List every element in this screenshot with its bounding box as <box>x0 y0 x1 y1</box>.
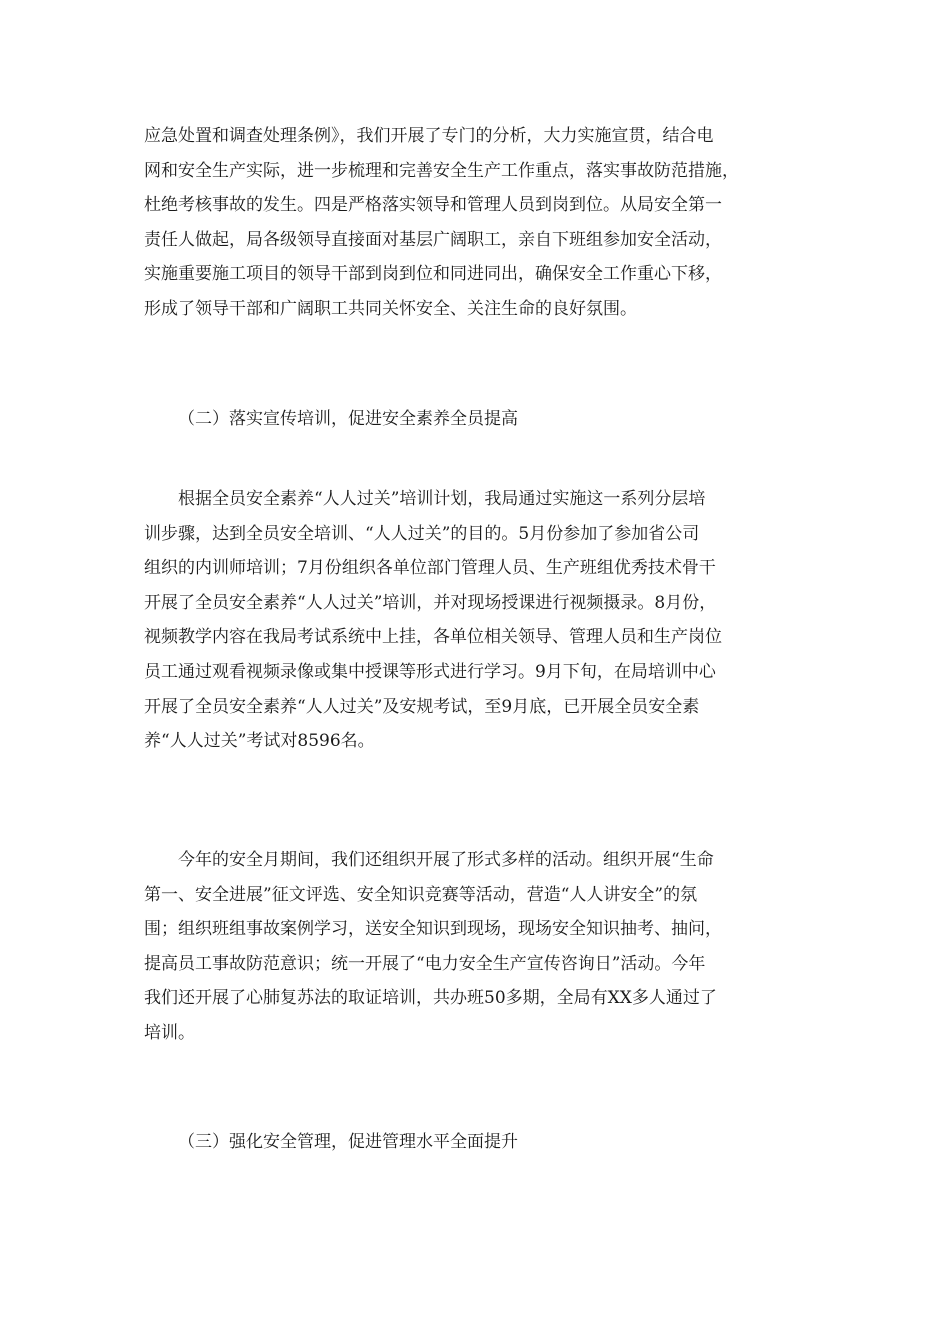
paragraph-line: 视频教学内容在我局考试系统中上挂，各单位相关领导、管理人员和生产岗位 <box>144 627 722 648</box>
paragraph-2 <box>144 482 810 759</box>
paragraph-line: 实施重要施工项目的领导干部到岗到位和同进同出，确保安全工作重心下移， <box>144 264 722 285</box>
paragraph-line: 提高员工事故防范意识；统一开展了“电力安全生产宣传咨询日”活动。今年 <box>144 953 706 974</box>
section-heading-3: （三）强化安全管理，促进管理水平全面提升 <box>178 1132 518 1152</box>
section-heading-2: （二）落实宣传培训，促进安全素养全员提高 <box>178 409 518 429</box>
paragraph-line: 形成了领导干部和广阔职工共同关怀安全、关注生命的良好氛围。 <box>144 298 637 319</box>
paragraph-line: 应急处置和调查处理条例》，我们开展了专门的分析，大力实施宣贯，结合电 <box>144 126 714 146</box>
paragraph-line: 责任人做起，局各级领导直接面对基层广阔职工，亲自下班组参加安全活动， <box>144 229 722 250</box>
paragraph-line: 围；组织班组事故案例学习，送安全知识到现场，现场安全知识抽考、抽问， <box>144 919 722 940</box>
paragraph-line: 今年的安全月期间，我们还组织开展了形式多样的活动。组织开展“生命 <box>144 850 714 870</box>
paragraph-line: 根据全员安全素养“人人过关”培训计划，我局通过实施这一系列分层培 <box>144 489 706 509</box>
paragraph-line: 开展了全员安全素养“人人过关”培训，并对现场授课进行视频摄录。8月份， <box>144 592 717 613</box>
paragraph-line: 训步骤，达到全员安全培训、“人人过关”的目的。5月份参加了参加省公司 <box>144 523 700 544</box>
paragraph-line: 开展了全员安全素养“人人过关”及安规考试，至9月底，已开展全员安全素 <box>144 696 700 717</box>
paragraph-1 <box>144 119 810 327</box>
paragraph-line: 养“人人过关”考试对8596名。 <box>144 731 375 752</box>
paragraph-line: 杜绝考核事故的发生。四是严格落实领导和管理人员到岗到位。从局安全第一 <box>144 195 722 216</box>
paragraph-line: 我们还开展了心肺复苏法的取证培训，共办班50多期，全局有XX多人通过了 <box>144 988 717 1009</box>
paragraph-line: 培训。 <box>144 1022 195 1043</box>
paragraph-line: 员工通过观看视频录像或集中授课等形式进行学习。9月下旬，在局培训中心 <box>144 661 716 682</box>
paragraph-line: 组织的内训师培训；7月份组织各单位部门管理人员、生产班组优秀技术骨干 <box>144 558 716 579</box>
paragraph-line: 第一、安全进展”征文评选、安全知识竞赛等活动，营造“人人讲安全”的氛 <box>144 884 698 905</box>
paragraph-line: 网和安全生产实际，进一步梳理和完善安全生产工作重点，落实事故防范措施， <box>144 160 739 181</box>
paragraph-3 <box>144 843 810 1051</box>
